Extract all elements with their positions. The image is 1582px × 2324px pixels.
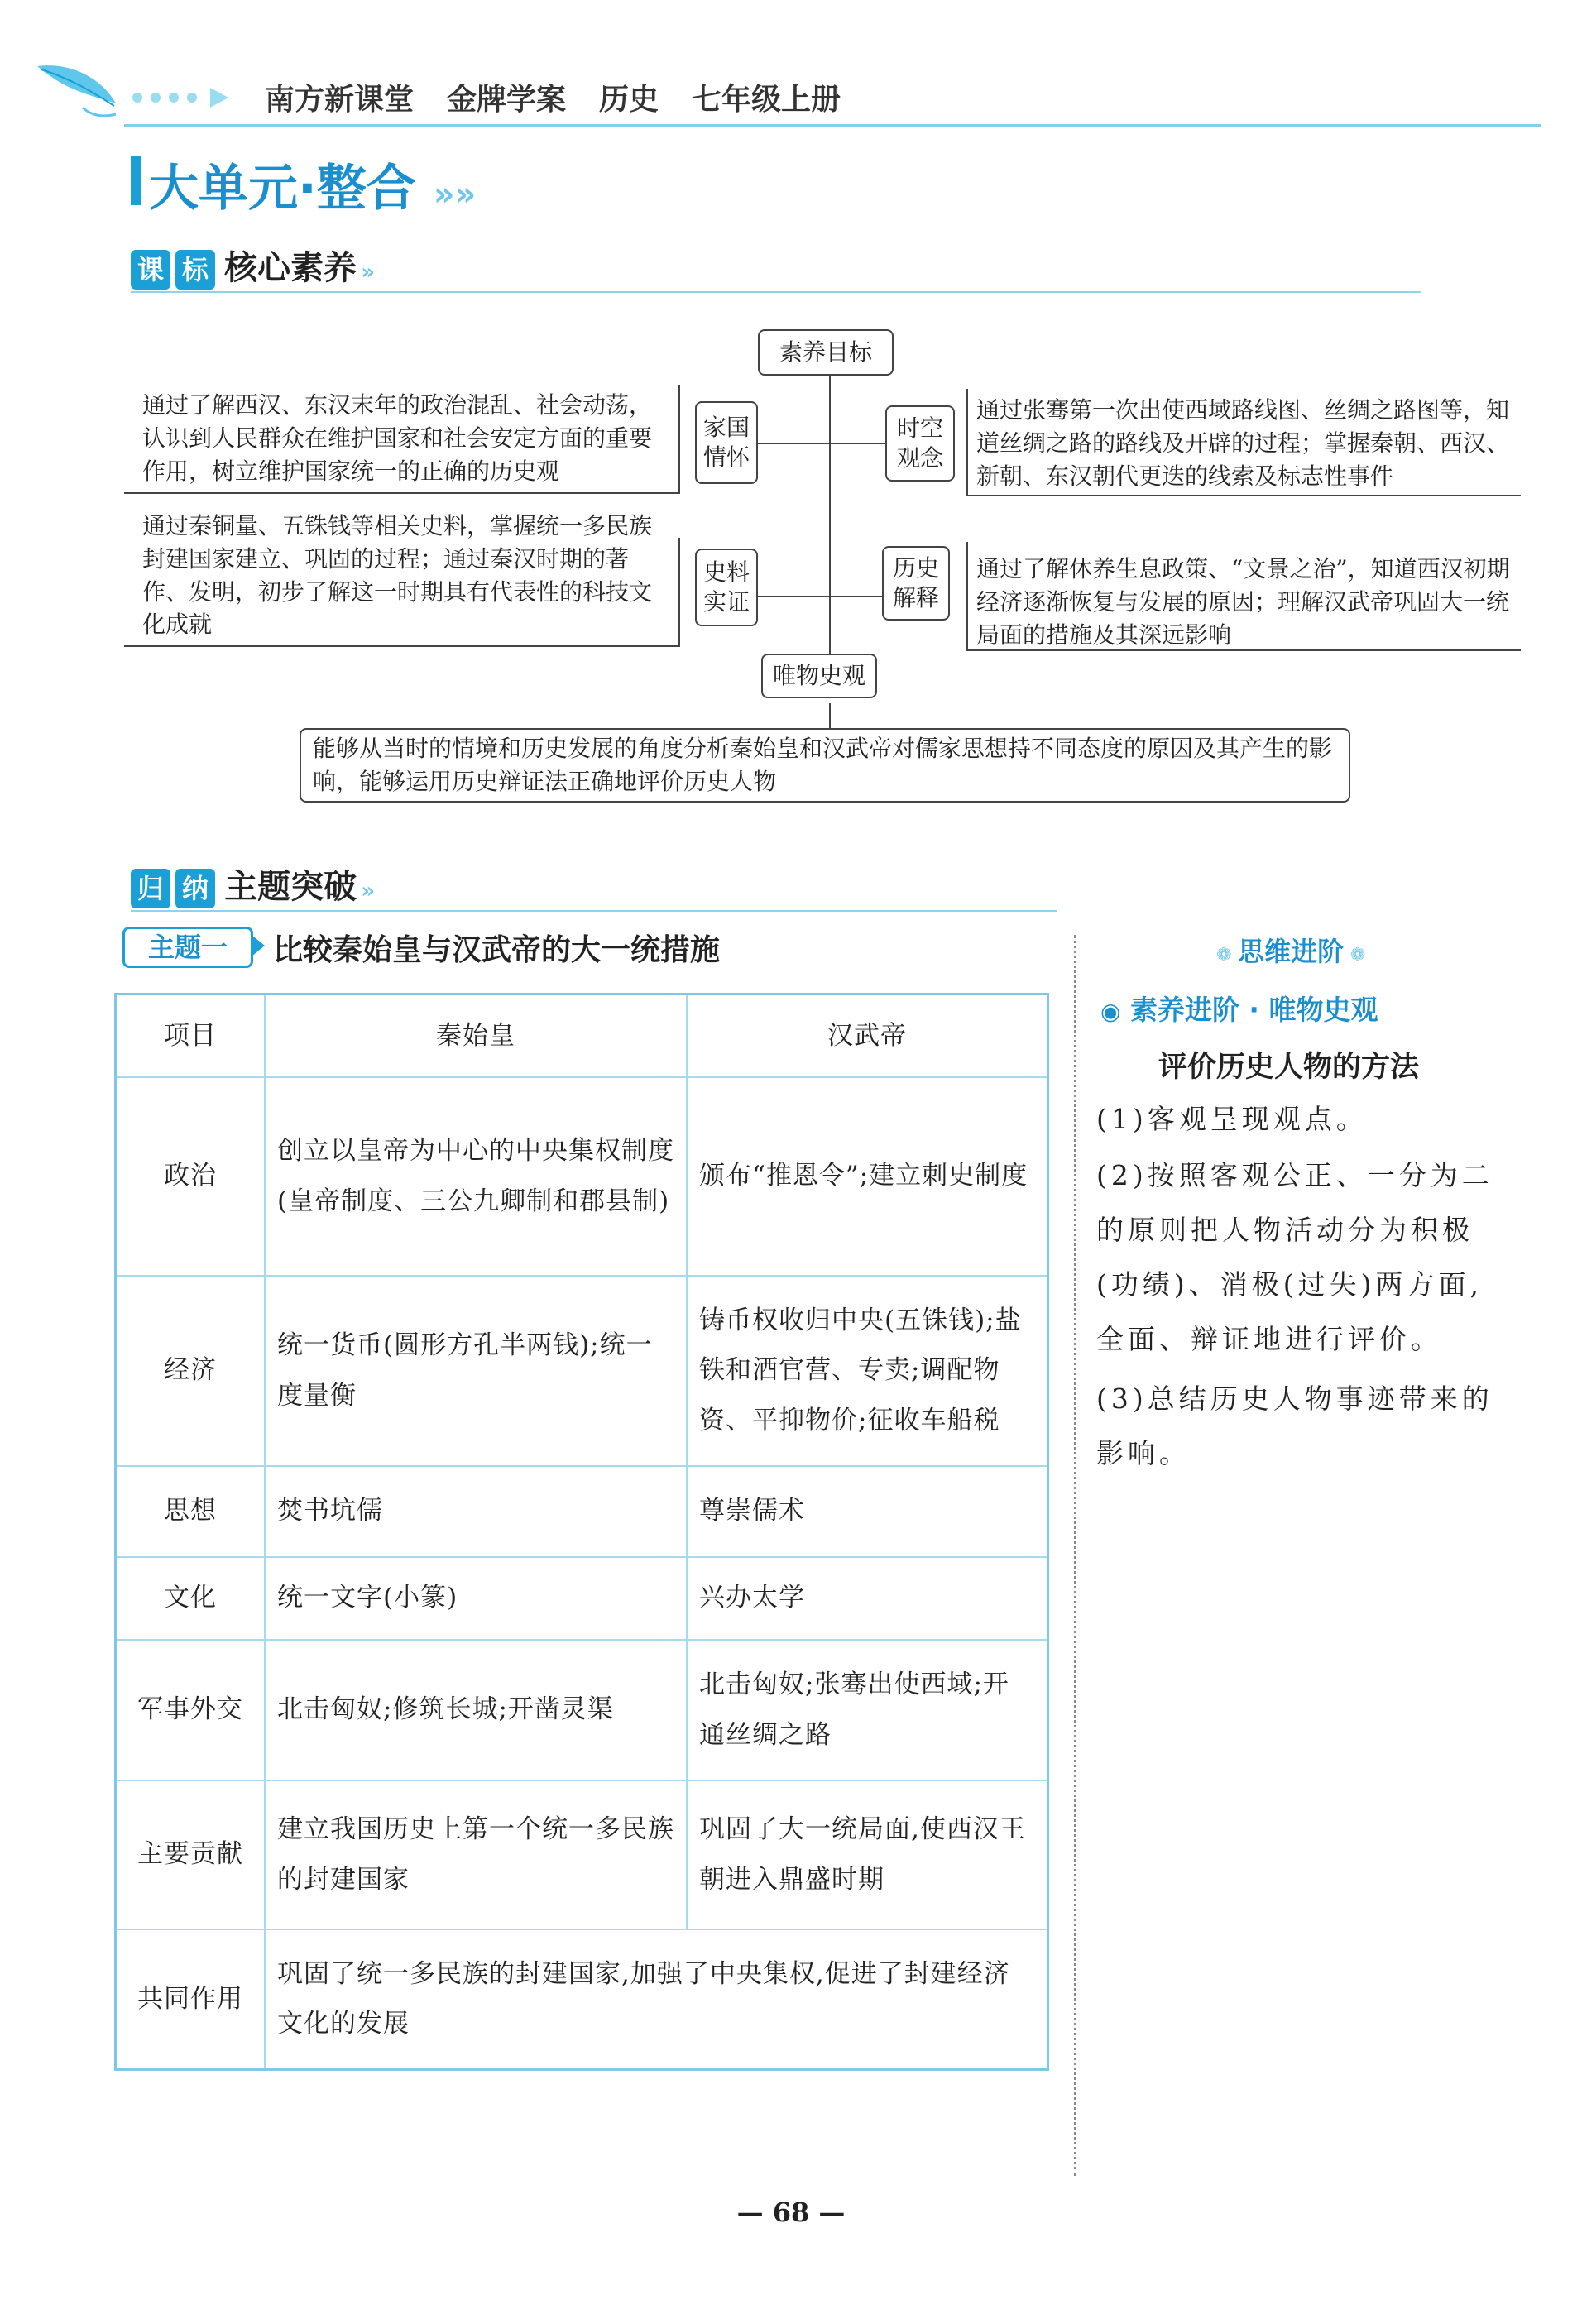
chevron-right-icon: »» bbox=[433, 175, 477, 213]
table-row bbox=[116, 1557, 1048, 1640]
header-dot-icon bbox=[132, 93, 142, 103]
map-bracket bbox=[966, 495, 1521, 496]
map-lishi-box: 历史 解释 bbox=[882, 546, 950, 621]
map-connector bbox=[829, 703, 831, 728]
header-arrow-icon bbox=[209, 86, 230, 109]
table-header-cell: 项目 bbox=[116, 994, 266, 1077]
map-text-weiwu bbox=[300, 728, 1350, 803]
sidebar-divider bbox=[1074, 935, 1076, 2176]
target-icon: ◉ bbox=[1100, 998, 1121, 1025]
map-text-weiwu-content: 能够从当时的情境和历史发展的角度分析秦始皇和汉武帝对儒家思想持不同态度的原因及其产生的影响，能够运用历史辩证法正确地评价历史人物 bbox=[313, 735, 1333, 795]
header-rule bbox=[124, 124, 1541, 127]
unit-title bbox=[149, 149, 476, 220]
section-rule bbox=[131, 291, 1421, 293]
topic-arrow-icon bbox=[250, 933, 266, 958]
sidebar-title-text: 思维进阶 bbox=[1238, 936, 1345, 967]
map-bracket bbox=[678, 385, 680, 492]
section-badge: 归 bbox=[131, 869, 170, 908]
row-item: 政治 bbox=[116, 1077, 266, 1276]
sidebar-point: (1)客观呈现观点。 bbox=[1096, 1103, 1368, 1135]
section-topic-breakthrough bbox=[131, 860, 375, 908]
row-item: 主要贡献 bbox=[116, 1780, 266, 1929]
section-badge: 纳 bbox=[175, 869, 215, 908]
map-connector bbox=[755, 443, 904, 444]
row-qin: 北击匈奴;修筑长城;开凿灵渠 bbox=[265, 1640, 687, 1780]
page-number: — 68 — bbox=[736, 2197, 846, 2228]
section-title: 主题突破 bbox=[224, 868, 357, 906]
header-grade: 七年级上册 bbox=[692, 83, 841, 117]
map-bracket bbox=[966, 542, 968, 649]
map-weiwu-box: 唯物史观 bbox=[761, 654, 877, 698]
table-row bbox=[116, 1640, 1048, 1780]
map-jiaguo-box: 家国 情怀 bbox=[695, 401, 758, 484]
map-connector bbox=[755, 596, 904, 597]
decor-icon: ❁ bbox=[1344, 945, 1366, 966]
row-han: 北击匈奴;张骞出使西域;开通丝绸之路 bbox=[687, 1640, 1048, 1780]
section-badge: 标 bbox=[175, 250, 215, 290]
row-item: 思想 bbox=[116, 1466, 266, 1557]
decor-icon: ❁ bbox=[1216, 945, 1239, 966]
map-text-jiaguo: 通过了解西汉、东汉末年的政治混乱、社会动荡，认识到人民群众在维护国家和社会安定方面的重要作用，树立维护国家统一的正确的历史观 bbox=[142, 391, 653, 485]
map-bracket bbox=[124, 492, 680, 494]
sidebar-subtitle bbox=[1100, 989, 1378, 1028]
header-dot-icon bbox=[169, 93, 179, 103]
row-qin: 创立以皇帝为中心的中央集权制度(皇帝制度、三公九卿制和郡县制) bbox=[265, 1077, 687, 1276]
map-center-box: 素养目标 bbox=[758, 329, 894, 376]
section-core-literacy bbox=[131, 242, 375, 290]
header-dot-icon bbox=[151, 93, 161, 103]
map-shikong-box: 时空 观念 bbox=[885, 405, 955, 482]
table-row bbox=[116, 1077, 1048, 1276]
header-dot-icon bbox=[187, 93, 197, 103]
table-row bbox=[116, 1276, 1048, 1466]
section-title: 核心素养 bbox=[224, 249, 357, 287]
table-header-row bbox=[116, 994, 1048, 1077]
sidebar-heading: 评价历史人物的方法 bbox=[1158, 1051, 1420, 1084]
row-han: 巩固了大一统局面,使西汉王朝进入鼎盛时期 bbox=[687, 1780, 1048, 1929]
row-qin: 统一文字(小篆) bbox=[265, 1557, 687, 1640]
map-bracket bbox=[966, 389, 968, 495]
table-header-cell: 汉武帝 bbox=[687, 994, 1048, 1077]
header-subject: 历史 bbox=[599, 83, 659, 117]
table-row bbox=[116, 1780, 1048, 1929]
table-row bbox=[116, 1466, 1048, 1557]
row-qin: 建立我国历史上第一个统一多民族的封建国家 bbox=[265, 1780, 687, 1929]
map-bracket bbox=[124, 645, 680, 647]
row-item: 共同作用 bbox=[116, 1929, 266, 2070]
sidebar-title bbox=[1216, 931, 1365, 969]
map-bracket bbox=[678, 538, 680, 645]
map-shiliao-box: 史料 实证 bbox=[695, 549, 758, 626]
topic-label: 主题一 bbox=[122, 927, 253, 968]
row-qin: 统一货币(圆形方孔半两钱);统一度量衡 bbox=[265, 1276, 687, 1466]
map-text-shiliao: 通过秦铜量、五铢钱等相关史料，掌握统一多民族封建国家建立、巩固的过程；通过秦汉时期的著作、发明，初步了解这一时期具有代表性的科技文化成就 bbox=[142, 512, 653, 639]
comparison-table bbox=[114, 993, 1049, 2071]
sidebar-point: (3)总结历史人物事迹带来的影响。 bbox=[1096, 1382, 1493, 1469]
header-title bbox=[265, 76, 874, 118]
row-qin: 焚书坑儒 bbox=[265, 1466, 687, 1557]
feather-logo-icon bbox=[33, 58, 124, 124]
unit-title-text: 大单元·整合 bbox=[149, 160, 416, 218]
table-header-cell: 秦始皇 bbox=[265, 994, 687, 1077]
sidebar-point: (2)按照客观公正、一分为二的原则把人物活动分为积极(功绩)、消极(过失)两方面,全面、辩证地进行评价。 bbox=[1096, 1159, 1493, 1355]
row-item: 军事外交 bbox=[116, 1640, 266, 1780]
row-han: 颁布“推恩令”;建立刺史制度 bbox=[687, 1077, 1048, 1276]
row-han: 尊崇儒术 bbox=[687, 1466, 1048, 1557]
row-item: 经济 bbox=[116, 1276, 266, 1466]
row-han: 铸币权收归中央(五铢钱);盐铁和酒官营、专卖;调配物资、平抑物价;征收车船税 bbox=[687, 1276, 1048, 1466]
sidebar-subtitle-text: 素养进阶 · 唯物史观 bbox=[1129, 994, 1378, 1026]
header-book: 金牌学案 bbox=[447, 83, 567, 117]
row-item: 文化 bbox=[116, 1557, 266, 1640]
row-han: 兴办太学 bbox=[687, 1557, 1048, 1640]
map-connector bbox=[829, 372, 831, 658]
map-text-lishi: 通过了解休养生息政策、“文景之治”，知道西汉初期经济逐渐恢复与发展的原因；理解汉武帝巩固大一统局面的措施及其深远影响 bbox=[976, 555, 1510, 649]
header-series: 南方新课堂 bbox=[265, 83, 415, 117]
row-common-text: 巩固了统一多民族的封建国家,加强了中央集权,促进了封建经济文化的发展 bbox=[265, 1929, 1048, 2070]
topic-title: 比较秦始皇与汉武帝的大一统措施 bbox=[273, 933, 721, 967]
table-row-common bbox=[116, 1929, 1048, 2070]
section-rule bbox=[131, 910, 1057, 912]
section-badge: 课 bbox=[131, 250, 170, 290]
unit-title-bar bbox=[131, 156, 141, 205]
chevron-right-icon: » bbox=[361, 260, 375, 285]
map-text-shikong: 通过张骞第一次出使西域路线图、丝绸之路图等，知道丝绸之路的路线及开辟的过程；掌握秦朝、西汉、新朝、东汉朝代更迭的线索及标志性事件 bbox=[976, 396, 1510, 490]
chevron-right-icon: » bbox=[361, 879, 375, 903]
